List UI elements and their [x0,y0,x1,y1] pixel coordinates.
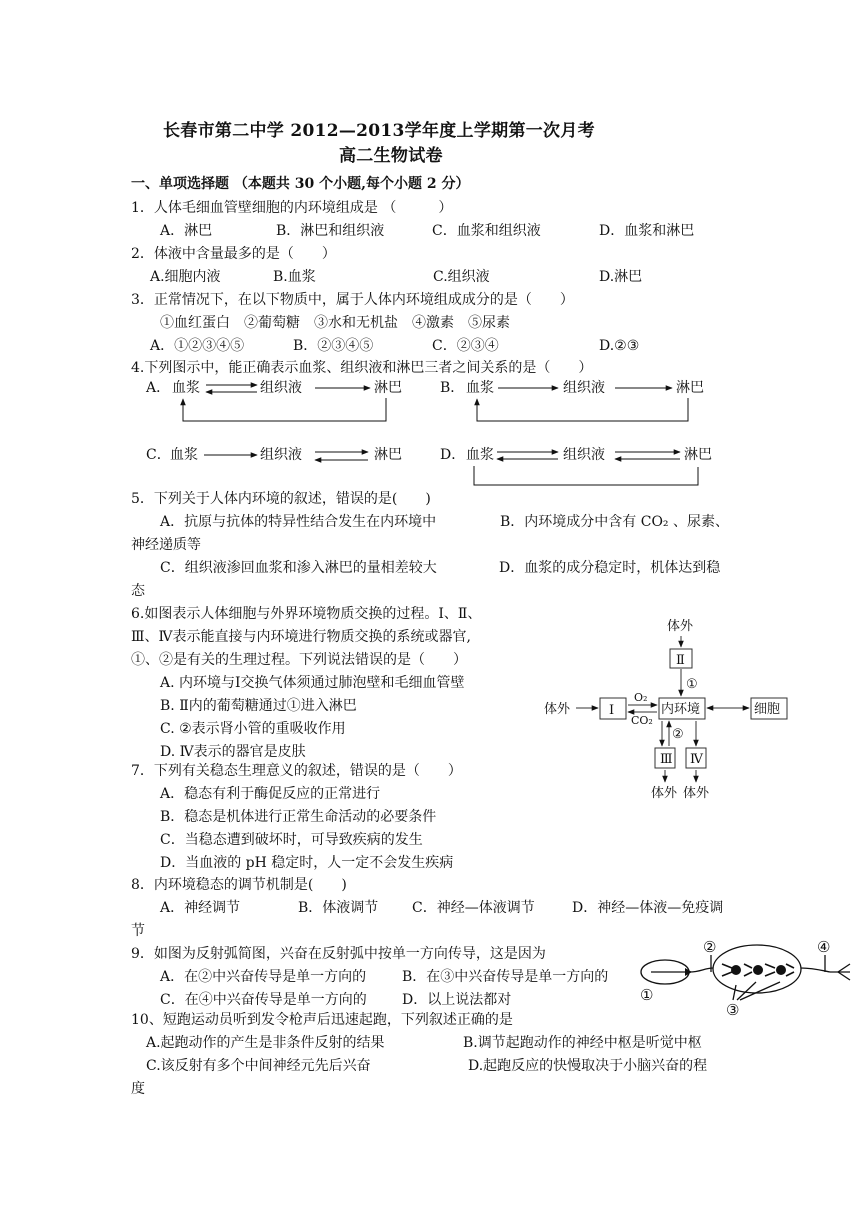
question-1-stem: 1．人体毛细血管壁细胞的内环境组成是 （ ） [131,200,453,216]
q9-label-1: ① [640,986,654,1004]
question-6-option-a: A. 内环境与Ⅰ交换气体须通过肺泡壁和毛细血管壁 [160,675,465,691]
question-3-option-a: A．①②③④⑤ [150,338,245,354]
q6-label-co2: CO₂ [631,714,653,727]
question-4-stem: 4.下列图示中，能正确表示血浆、组织液和淋巴三者之间关系的是（ ） [131,360,593,376]
q4-option-b-letter: B． [440,380,465,396]
question-6-option-c: C. ②表示肾小管的重吸收作用 [160,721,346,737]
question-2-stem: 2．体液中含量最多的是（ ） [131,246,336,262]
question-8-option-b: B．体液调节 [298,900,379,916]
question-5-option-b: B．内环境成分中含有 CO₂ 、尿素、 [500,514,729,530]
question-5-option-d-cont: 态 [131,583,145,599]
question-10-option-b: B.调节起跑动作的神经中枢是听觉中枢 [463,1035,702,1051]
question-10-option-d-cont: 度 [131,1081,145,1097]
question-1-option-b: B．淋巴和组织液 [276,223,385,239]
q4-d-lymph: 淋巴 [684,447,712,463]
q6-label-cell: 细胞 [754,702,781,717]
q9-efferent-curve [801,968,830,972]
question-2-option-c: C.组织液 [433,269,490,285]
q4-c-plasma: 血浆 [170,447,198,463]
q6-label-IV: Ⅳ [690,752,703,767]
question-3-items: ①血红蛋白 ②葡萄糖 ③水和无机盐 ④激素 ⑤尿素 [160,315,510,331]
q6-label-I: Ⅰ [609,703,615,718]
q9-label-3: ③ [726,1001,740,1019]
q4-a-plasma: 血浆 [172,380,200,396]
q4-c-tissue: 组织液 [260,447,302,463]
question-6-stem-line3: ①、②是有关的生理过程。下列说法错误的是（ ） [131,652,467,668]
question-9-option-b: B．在③中兴奋传导是单一方向的 [402,969,609,985]
q9-label-2: ② [703,938,717,956]
q4-option-a-letter: A． [146,380,171,396]
question-10-option-d: D.起跑反应的快慢取决于小脑兴奋的程 [468,1058,708,1074]
q4-d-plasma: 血浆 [466,447,494,463]
question-8-option-d: D．神经—体液—免疫调 [572,900,724,916]
q6-label-outside-bottom-1: 体外 [651,786,678,801]
question-6-option-d: D. Ⅳ表示的器官是皮肤 [160,744,306,760]
q6-label-II: Ⅱ [676,653,685,668]
question-9-option-c: C．在④中兴奋传导是单一方向的 [160,992,367,1008]
question-3-option-c: C．②③④ [432,338,499,354]
q9-neuron-body-1 [731,965,741,975]
q6-label-process-1: ① [686,677,698,692]
question-7-stem: 7．下列有关稳态生理意义的叙述，错误的是（ ） [131,763,462,779]
question-9-option-a: A．在②中兴奋传导是单一方向的 [160,969,367,985]
q4-b-tissue: 组织液 [563,380,605,396]
question-8-option-a: A．神经调节 [160,900,241,916]
q9-afferent-curve [690,968,713,972]
question-7-option-b: B．稳态是机体进行正常生命活动的必要条件 [160,809,437,825]
question-10-option-c: C.该反射有多个中间神经元先后兴奋 [146,1058,371,1074]
q4-c-lymph: 淋巴 [374,447,402,463]
q4-b-plasma: 血浆 [466,380,494,396]
question-3-option-d: D.②③ [599,338,640,354]
q9-pointer-3a [733,985,736,1000]
question-1-option-d: D．血浆和淋巴 [599,223,695,239]
question-3-option-b: B．②③④⑤ [293,338,374,354]
q4-a-tissue: 组织液 [260,380,302,396]
q6-label-outside-top: 体外 [667,619,694,634]
question-7-option-a: A．稳态有利于酶促反应的正常进行 [160,786,381,802]
question-6-stem-line2: Ⅲ、Ⅳ表示能直接与内环境进行物质交换的系统或器官, [131,629,471,645]
question-5-option-b-cont: 神经递质等 [131,537,201,553]
question-10-option-a: A.起跑动作的产生是非条件反射的结果 [146,1035,385,1051]
question-5-option-a: A．抗原与抗体的特异性结合发生在内环境中 [160,514,437,530]
q9-label-4: ④ [817,938,831,956]
q6-label-env: 内环境 [661,702,701,717]
q9-neuron-body-3 [776,965,786,975]
question-8-option-c: C．神经—体液调节 [412,900,535,916]
exam-title: 长春市第二中学 2012—2013学年度上学期第一次月考 [163,121,595,141]
question-6-stem-line1: 6.如图表示人体细胞与外界环境物质交换的过程。Ⅰ、Ⅱ、 [131,606,482,622]
q6-label-o2: O₂ [634,691,648,704]
question-5-option-c: C．组织液渗回血浆和渗入淋巴的量相差较大 [160,560,437,576]
q6-label-process-2: ② [672,727,684,742]
question-7-option-d: D．当血液的 pH 稳定时，人一定不会发生疾病 [160,855,454,871]
question-2-option-a: A.细胞内液 [150,269,221,285]
q6-label-outside-bottom-2: 体外 [683,786,710,801]
question-1-option-a: A．淋巴 [160,223,213,239]
question-9-option-d: D．以上说法都对 [402,992,512,1008]
q4-a-lymph: 淋巴 [374,380,402,396]
q4-d-tissue: 组织液 [563,447,605,463]
question-5-stem: 5．下列关于人体内环境的叙述，错误的是( ) [131,491,431,507]
q4-option-c-letter: C． [146,447,171,463]
question-2-option-b: B.血浆 [273,269,316,285]
question-3-stem: 3．正常情况下，在以下物质中，属于人体内环境组成成分的是（ ） [131,292,574,308]
q9-neuron-body-2 [753,965,763,975]
question-10-stem: 10、短跑运动员听到发令枪声后迅速起跑，下列叙述正确的是 [131,1012,513,1028]
q4-option-d-letter: D． [440,447,466,463]
section-heading: 一、单项选择题 （本题共 30 个小题,每个小题 2 分） [131,176,470,192]
question-8-stem: 8．内环境稳态的调节机制是( ) [131,877,347,893]
question-1-option-c: C．血浆和组织液 [432,223,541,239]
question-8-option-d-cont: 节 [131,923,145,939]
q4-b-lymph: 淋巴 [676,380,704,396]
question-9-stem: 9．如图为反射弧简图，兴奋在反射弧中按单一方向传导，这是因为 [131,946,546,962]
q6-label-outside-left: 体外 [544,702,571,717]
exam-subtitle: 高二生物试卷 [339,146,443,166]
question-2-option-d: D.淋巴 [599,269,643,285]
question-7-option-c: C．当稳态遭到破坏时，可导致疾病的发生 [160,832,423,848]
q6-label-III: Ⅲ [660,752,673,767]
question-6-option-b: B. Ⅱ内的葡萄糖通过①进入淋巴 [160,698,357,714]
question-5-option-d: D．血浆的成分稳定时，机体达到稳 [499,560,721,576]
